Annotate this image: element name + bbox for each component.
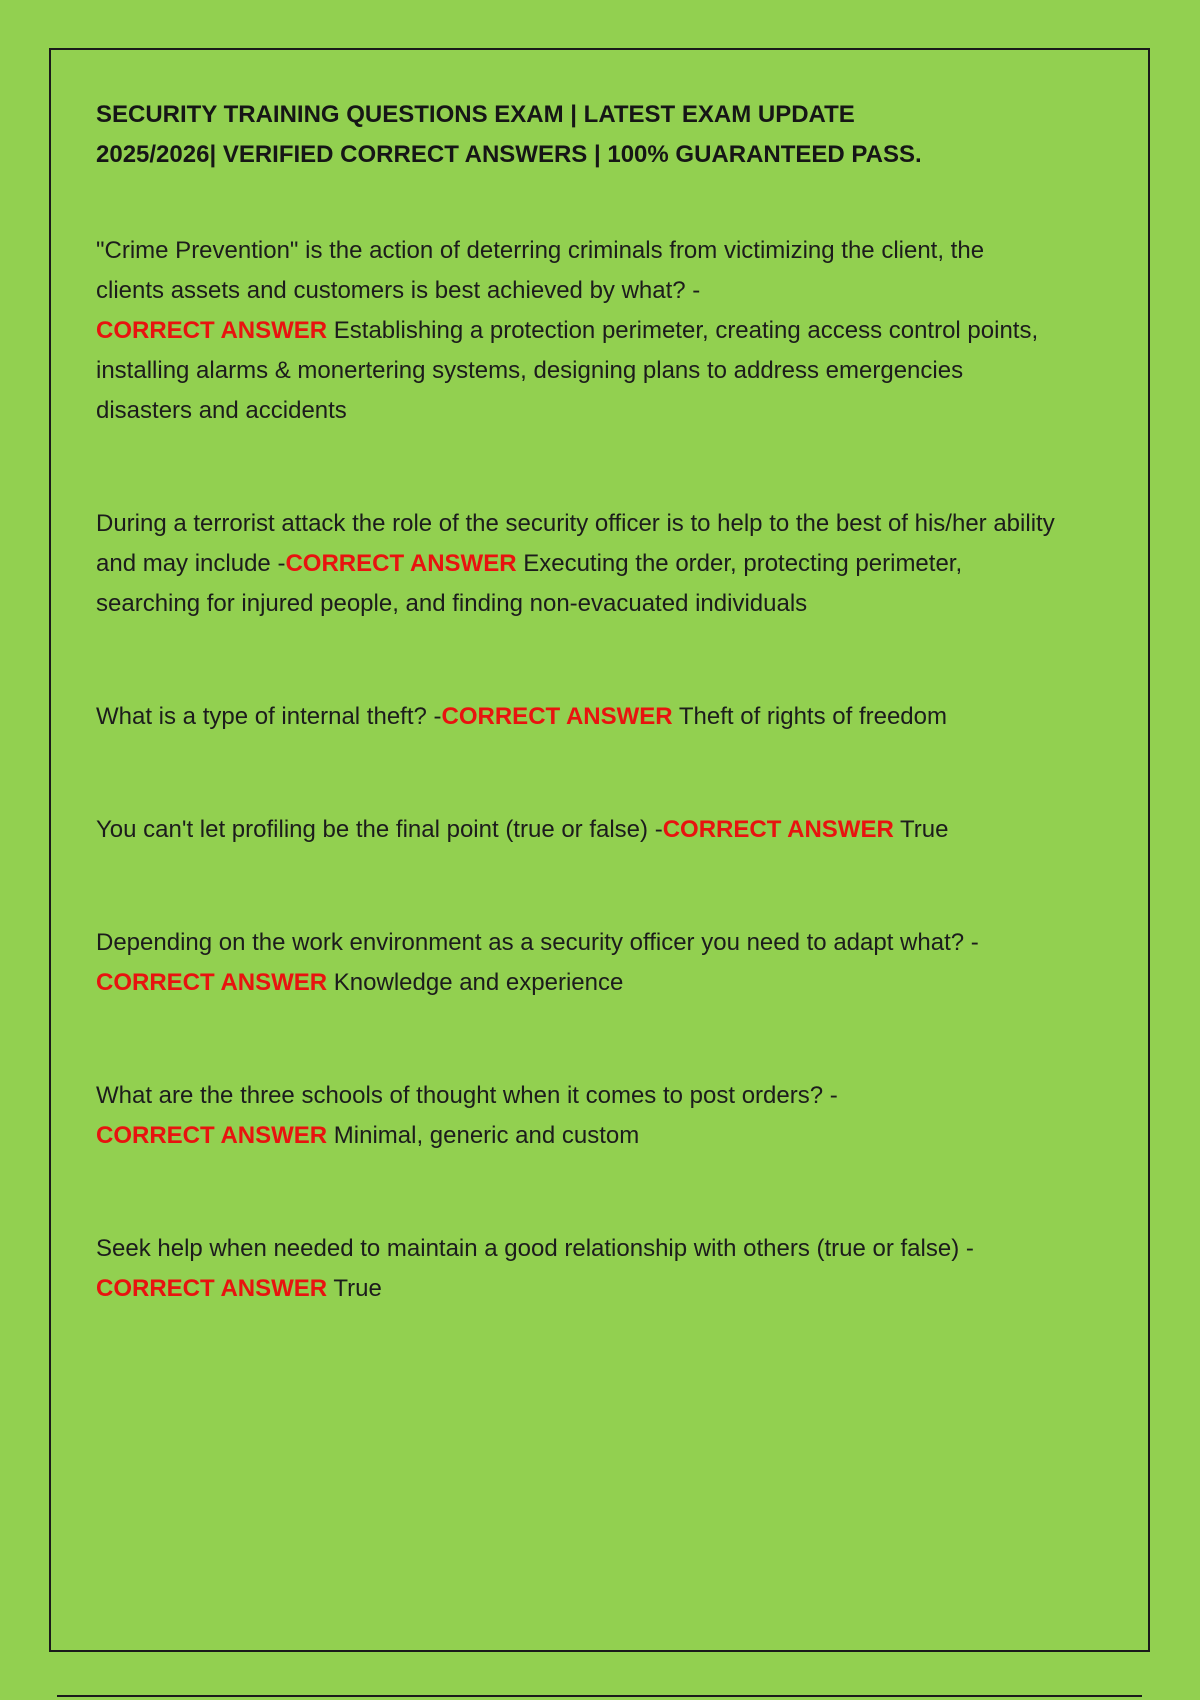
correct-answer-label: CORRECT ANSWER xyxy=(285,550,517,577)
question-text: Seek help when needed to maintain a good relationship with others (true or false) - xyxy=(96,1235,974,1262)
correct-answer-label: CORRECT ANSWER xyxy=(662,816,894,843)
answer-text: Minimal, generic and custom xyxy=(327,1122,640,1149)
document-body xyxy=(96,95,1056,1309)
question-text: What are the three schools of thought when it comes to post orders? - xyxy=(96,1082,838,1109)
question-text: What is a type of internal theft? - xyxy=(96,703,442,730)
qa-item-5 xyxy=(96,923,1056,1003)
question-text: You can't let profiling be the final point (true or false) - xyxy=(96,816,663,843)
qa-item-3 xyxy=(96,697,1056,737)
answer-text: Executing the order, protecting perimeter, searching for injured people, and finding non-evacuated individuals xyxy=(96,550,963,617)
document-title xyxy=(96,95,1056,175)
answer-text: True xyxy=(893,816,949,843)
correct-answer-label: CORRECT ANSWER xyxy=(441,703,673,730)
title-line-2: 2025/2026| VERIFIED CORRECT ANSWERS | 100% GUARANTEED PASS. xyxy=(96,141,922,168)
qa-item-2 xyxy=(96,504,1056,624)
answer-text: Theft of rights of freedom xyxy=(672,703,947,730)
correct-answer-label: CORRECT ANSWER xyxy=(96,969,328,996)
correct-answer-label: CORRECT ANSWER xyxy=(96,1122,328,1149)
answer-text: True xyxy=(327,1275,382,1302)
correct-answer-label: CORRECT ANSWER xyxy=(96,1275,328,1302)
footer-divider xyxy=(57,1695,1142,1697)
title-line-1: SECURITY TRAINING QUESTIONS EXAM | LATEST EXAM UPDATE xyxy=(96,101,855,128)
question-text: During a terrorist attack the role of the security officer is to help to the best of his/her ability and may include - xyxy=(96,510,1055,577)
correct-answer-label: CORRECT ANSWER xyxy=(96,317,328,344)
question-text: Depending on the work environment as a security officer you need to adapt what? - xyxy=(96,929,979,956)
question-text: "Crime Prevention" is the action of deterring criminals from victimizing the client, the clients assets and customers is best achieved by what? - xyxy=(96,237,985,304)
answer-text: Knowledge and experience xyxy=(327,969,624,996)
qa-item-7 xyxy=(96,1229,1056,1309)
qa-item-4 xyxy=(96,810,1056,850)
answer-text: Establishing a protection perimeter, creating access control points, installing alarms & monertering systems, designing plans to address emergencies disasters and accidents xyxy=(96,317,1039,424)
qa-item-1 xyxy=(96,231,1056,431)
qa-item-6 xyxy=(96,1076,1056,1156)
